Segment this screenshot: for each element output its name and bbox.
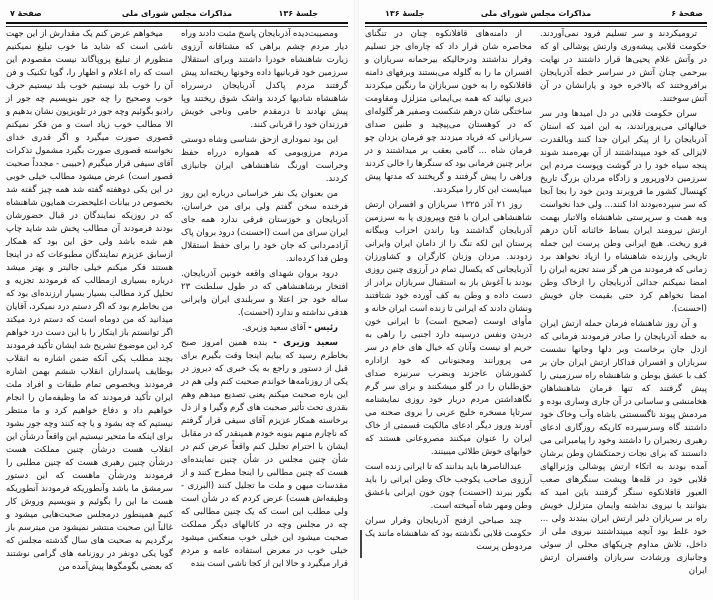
session-number: جلسهٔ ۱۳۶ [278,9,318,18]
paragraph-text: و آن روز شاهنشاه فرمان حمله ارتش ایران به خطه آذربایجان را صادر فرمودند فرمانی که ازدل جان برخاست وبر دلها وجانها نشست سربازان و افسران فداکار ارتش ایران جان بر کف با عشق بوطن و شاهنشاه راه سرزمینی را پیش گرفتند که تنها فرمان شاهنشاهان هخامنشی و ساسانی در آن جاری وساری بوده و مردمش پیوند ناگسستنی باشاه وآب وخاک خود داشتند گاه وسرسپرده کاریکه روزگاری ادعای رهبری رنجبران را داشتند وخود را پیامبرانی می دانستند که برای نجات زحمتکشان وطن برشان آمده بودند به اتکاء ارتش پوشالی وژنرالهای قلابی خود در قله‌ها وپشت سنگرهای صعب العبور قافلانکوه سنگر گرفتند باین امید که بتوانند با نیروی نداشته وایمان متزلزل خویش راه بر سربازان دلیر ارتش ایران ببندند ولی ... خود غلط بود آنچه میپنداشتند نیروی ملی از داخل، تلاش مداوم چریکهای محلی از سوئی وجانبازی ورشادت سربازان وافسران ارتش ایران [540,319,707,576]
paragraph-text: آقای سعید وزیری. [242,323,306,333]
text-column-right [181,28,348,573]
paragraph [540,108,707,316]
paragraph [181,188,348,266]
paragraph-text: درود بروان شهدای واقعه خونین آذربایجان. افتخار برشاهنشاهی که در طول سلطنت ۲۳ ساله خود جز اعتلا و سربلندی ایران وایرانی هدفی نداشته و ندارد (احسنت). [181,269,348,318]
page-header [6,8,348,24]
publication-title: مذاکرات مجلس شورای ملی [480,9,592,18]
paragraph [540,318,707,578]
paragraph-text: این بود نموداری ازحق شناسی وشاه دوستی مردم مرزوبومی که همواره درراه حفظ وحراست اورنگ شاهنشاهی ایران جانبازی کردند. [181,135,348,184]
paragraph [181,134,348,186]
paragraph [181,28,348,132]
paragraph-text: ترومیکردند و سر تسلیم فرود نمی‌آوردند. حکومت قلابی پیشه‌وری وارتش پوشالی او که در وآتش غلام یحیی‌ها قرار داشتند در نهایت بیرحمی چنان آتش در سراسر خطه آذربایجان برافروختند که بالاخره خود و یارانشان در آن آتش سوختند. [540,29,707,104]
scan-artifact [360,530,362,558]
paragraph-text: سران حکومت قلابی در دل امیدها ودر سر خیالهائی می‌پروراندند، به این امید که استان آذربایجان را از پیکر ایران جدا کنند وبالقدرت لایزالی که خود میپنداشتند از آن بهره‌مند شوند پنجه سیاه خود را در گوشت وپوست مردم این سرزمین دلاورپرور و زادگاه مردان بزرگ تاریخ کهنسال کشور ما فروبرند ودین خود را بجا آنجا که سر سپرده‌بودند ادا کنند... ولی خدا نخواست وبه همت و سرپرستی شاهنشاه والاتبار بهمت ارتش نیرومند ایران بساط خائنانه آنان درهم فرو ریخت. هیچ ایرانی وطن پرست این جمله تاریخی وارزنده شاهنشاه را ازیاد نخواهد برد زمانی که فرمودند من هر گز سند تجزیه ایران را امضا نمیکنم جدائی آذربایجان را ازخاک وطن امضا نخواهم کرد حتی بقیمت جان خویش (احسنت). [540,109,707,314]
text-column-left [6,28,173,576]
paragraph-text: روز ۲۱ آذر ۱۳۲۵ سربازان و افسران ارتش شاهنشاهی ایران با فتح وپیروزی پا به سرزمین آذربایجان گذاشتند وبا راندن احزاب وبیگانه پرستان این لکه ننگ را از دامان ایران وایرانی زدودند. مردان وزنان کارگران و کشاورزان آذربایجانی که یکسال تمام در آرزوی چنین روزی بودند با آغوش باز به استقبال سربازان برادر از دست داده و وطن به کف آورده خود شتافتند ونشان دادند که ایرانی تا زنده است ایران خانه و مأوای اوست (صحیح است) تا ایرانی خون دربدن ونفس درسینه دارد اجنبی را راهی به حریم او نیست وآنان که خیال های خام در سر می پرورانند ومجنونانی که خود ازاداره کشورشان عاجزند وبضرب سرنیزه صدای حق‌طلبان را در گلو میشکنند و برای سر گرم نگاهداشتن مردم دربار خود روزی نمایشنامه سرتاپا مسخره خلیج عربی را بروی صحنه می آورند وروز دیگر ادعای مالکیت قسمتی از خاک ایران را عنوان میکنند مصروعانی هستند که خوابهای خوش طلائی میبینند. [365,200,532,457]
paragraph [365,515,532,554]
paragraph-text: چند صباحی ازفتح آذربایجان وفرار سران حکومت قلابی نگذشته بود که شاهنشاه مانند یک مردوطن پرست [365,516,532,552]
paragraph-text: میخواهم عرض کنم یک مقدارش از این جهت ناشی است که شاید ما خوب تبلیغ نمیکنیم منظورم از تبلیغ پروپاگاند نیست مقصودم این است که راه اعلام و اظهار را، گویا تکنیک و فن آن را خوب بلد نیستیم خوب بلد نیستیم حرف خوب وصحیح را چه جور بنویسیم چه جور از رادیو بگوئیم وچه جور در تلویزیون نشان بدهیم و الا مطالب خوب زیاد است و من فکر نمیکنم قصوری صورت میگیرد و اگر قدری خدای نخواسته قصوری صورت بگیرد مشمول تذکرات آقای سیفی قرار میگیرم (حبیبی - مجدداً صحبت قصور است) عرض میشود مطالب خیلی خوبی در این یکی دوهفته گفته شد همه چیز گفته شد بخصوص در بیانات اعلیحضرت همایون شاهنشاه که در روزیکه نمایندگان در قبال حضورشان بودند فرمودند آن مطالب پخش شد شاید چاپ هم شده باشد ولی حق این بود که همکار ازسابق عزیزم نمایندگان مطبوعات که در اینجا هستند فکر میکنم خیلی جالبتر و بهتر میشد درباره بسیاری ازمطالب که فرمودند تجزیه و تحلیل کرد مطالب بسیار بسیار ارزنده‌ای بود که من بخاطرم بود که اگر دستم درد نمیکرد، آقایان میدانید که من دوماه است که دستم درد میکند اگر توانستم باز اینکار را با این دست درد خواهم کرد این موضوع تشریح شد ایشان تأکید فرمودند بچند مطلب یکی آنکه ضمن اشاره به انقلاب بوظایف پاسداران انقلاب ششم بهمن اشاره فرمودند وبخصوص تمام طبقات و افراد ملت ایران تأکید فرمودند که ما وظیفه‌مان را انجام خواهیم داد و دفاع خواهیم کرد و ما منتظر نیستیم که چه بشود و یا چه کنند وچه جور بشود برای اینکه ما متحیر نیستیم این واقعاً درشأن این انقلاب هست درشأن چنین مملکت هست درشأن چنین رهبری هست که چنین مطلبی را فرمودند ودرشأن ماهست که این دستور سرمشق ما باشد وآنطوریکه فرمودند آنطوریکه هست ما این را بگوئیم و بنویسیم وروش کار کنیم همینطور درمجلس صحبت‌هایی میشود و غالباً این صحبت منتشر نمیشود من میترسم باز برگردیم به صحبت های سال گذشته مجلس که گویا یکی دونفر در روزنامه های گرامی نوشتند که بعضی بگومگوها پیش‌آمده من [6,29,173,572]
paragraph-text: من بعنوان یک نفر خراسانی درباره این روز فرخنده سخن گفتم ولی برای من خراسان، آذربایجان و خوزستان فرقی ندارد همه جای ایران سرای من است (احسنت) درود بروان پاک آزادمردانی که جان خود را برای حفظ استقلال وطن فدا کرده‌اند. [181,189,348,264]
page-6 [359,0,713,600]
paragraph [365,199,532,459]
paragraph [181,268,348,320]
page-number: صفحهٔ ۷ [10,9,42,18]
paragraph-text: ومصیبت‌دیده آذربایجان پاسخ مثبت دادند وراه دیار مردم چشم براهی که مشتاقانه آرزوی زیارت شاهنشاه خودرا داشتند وبرای استقلال سرزمین خود قربانیها داده وخونها ریخته‌اند پیش گرفتند مردم پاکدل آذربایجان درسرراه شاهنشاه شادیها کردند واشک شوق ریختند وپا پیش نهادند تا درمقدم حامی وناجی خویش فرزندان خود را قربانی کنند. [181,29,348,130]
publication-title: مذاکرات مجلس شورای ملی [121,9,233,18]
paragraph [540,28,707,106]
speaker-name: رئیس - [308,323,338,333]
paragraph [365,28,532,197]
paragraph-text: بنده همین امروز صبح بخاطرم رسید که بیایم اینجا وقت بگیرم برای قبل از دستور و راجع به یک خبری که دیروز در یکی از روزنامه‌ها خواندم صحبت کنم ولی هم در این باره صحبت میکنم یعنی تصدیع میدهم وهم بقدری تحت تأثیر صحبت های گرم وگیرا و از دل برخاسته همکار عزیزم آقای سیفی قرار گرفتم که ناچارم منهم بنوبه خودم همینقدر که در مقابل ایشان با احترام تجلیل کنم واقعاً عرض کنم در شأن چنین مجلس در شأن چنین نماینده‌ای هست که چنین مطالبی را اینجا مطرح کنند و از مقدسات میهن و ملت ما تجلیل کنند (البرزی - وظیفه‌اش هست) عرض کردم که در شأن است ولی مطلب این است که یک چنین مطالبی که چه در مجلس وچه در کانالهای دیگر مملکت صحبت میشود این خیلی خوب منعکس میشود خیلی خوب در معرض استفاده عامه و مردم قرار میگیرد و حالا این از کجا ناشی است بنده [181,338,348,569]
paragraph [181,337,348,571]
paragraph-text: از دامنه‌های قافلانکوه چنان در تنگنای محاصره شان قرار داد که چاره‌ای جز تسلیم وفرار نداشتند ودرحالیکه بیرحمانه سربازان و افسران ما را به گلوله می‌بستند وبرفهای دامنه قافلانکوه را به خون سربازان ما رنگین میکردند دیری نپائید که همه بی‌ایمانی متزلزل ومقاومت ساختگی شان درهم شکست وصفیر هر گلوله‌ای که در کوهستان می‌پیچید و طنین صدای سربازانی که فریاد میزدند چو فرمان یزدان چو فرمان شاه ... گامی بعقب بر میداشتند و در برابر چنین فرمانی بود که سنگرها را خالی کردند وراهی را پیش گرفتند و گریختند که مدتها پیش میبایست این کار را میکردند. [365,29,532,195]
paragraph [181,322,348,335]
text-column-left [365,28,532,556]
text-column-right [540,28,707,580]
paragraph [365,461,532,513]
speaker-name: سعید وزیری - [273,338,338,348]
paragraph-text: عبدالناصرها باید بدانند که تا ایرانی زنده است آرزوی صاحب یکوجب خاک وطن ایرانی را باید بگور ببرند (احسنت) چون خون ایرانی باعشق وطن ومهر شاه آمیخته است. [365,462,532,511]
page-number: صفحهٔ ۶ [671,9,703,18]
session-number: جلسهٔ ۱۳۶ [385,9,425,18]
page-7 [0,0,354,600]
page-header [365,8,707,24]
paragraph [6,28,173,574]
